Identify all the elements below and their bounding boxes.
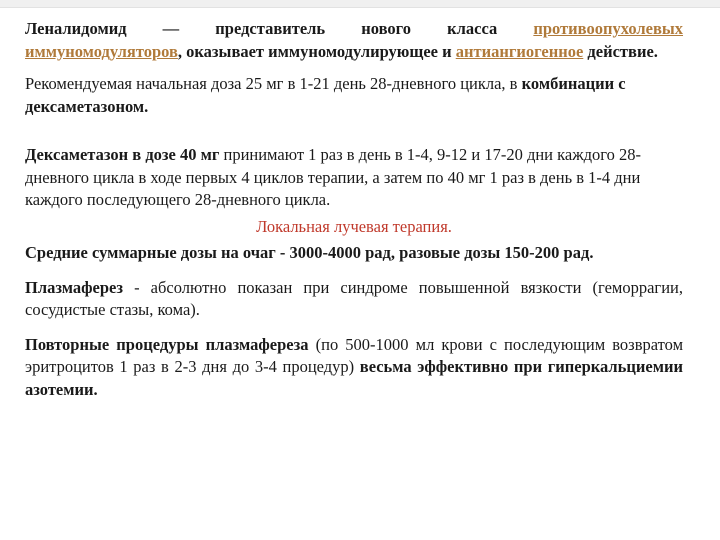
section-heading: Локальная лучевая терапия. bbox=[256, 216, 452, 236]
text-segment: Повторные процедуры плазмафереза bbox=[25, 334, 309, 354]
paragraph-repeat-procedures bbox=[25, 334, 683, 402]
paragraph-plasmapheresis bbox=[25, 277, 683, 322]
text-segment: комбинации с дексаметазоном. bbox=[25, 74, 626, 116]
link-antiangiogenic[interactable]: антиангиогенное bbox=[455, 41, 584, 61]
slide-content bbox=[25, 18, 683, 401]
text-segment: весьма эффективно при гиперкальциемии азотемии. bbox=[25, 357, 683, 399]
paragraph-dexamethasone bbox=[25, 144, 683, 212]
text-segment: Плазмаферез bbox=[25, 277, 123, 297]
text-segment: (по 500-1000 мл крови с последующим возвратом эритроцитов 1 раз в 2-3 дня до 3-4 процедур) bbox=[25, 334, 684, 376]
text-segment: действие. bbox=[583, 41, 658, 61]
drug-name: Леналидомид — bbox=[25, 19, 216, 38]
text-segment: - абсолютно показан при синдроме повышенной вязкости (геморрагии, сосудистые стазы, кома). bbox=[25, 277, 683, 319]
paragraph-lenalidomide bbox=[25, 18, 683, 63]
text-segment: представитель нового класса bbox=[215, 19, 534, 38]
top-bar bbox=[0, 0, 720, 8]
text-segment: принимают 1 раз в день в 1-4, 9-12 и 17-20 дни каждого 28-дневного цикла в ходе первых 4 циклов терапии, а затем по 40 мг 1 раз в день в 1-4 дни каждого последующего 28-дневного цикла. bbox=[25, 145, 642, 209]
paragraph-radiation-doses: Средние суммарные дозы на очаг - 3000-4000 рад, разовые дозы 150-200 рад. bbox=[25, 243, 594, 262]
link-antitumor-immunomodulators[interactable]: противоопухолевых иммуномодуляторов bbox=[25, 19, 684, 61]
text-segment: , оказывает иммуномодулирующее и bbox=[177, 41, 456, 61]
paragraph-dose bbox=[25, 73, 683, 118]
text-segment: Рекомендуемая начальная доза 25 мг в 1-21 день 28-дневного цикла, в bbox=[25, 74, 522, 93]
text-segment: Дексаметазон в дозе 40 мг bbox=[25, 145, 220, 164]
